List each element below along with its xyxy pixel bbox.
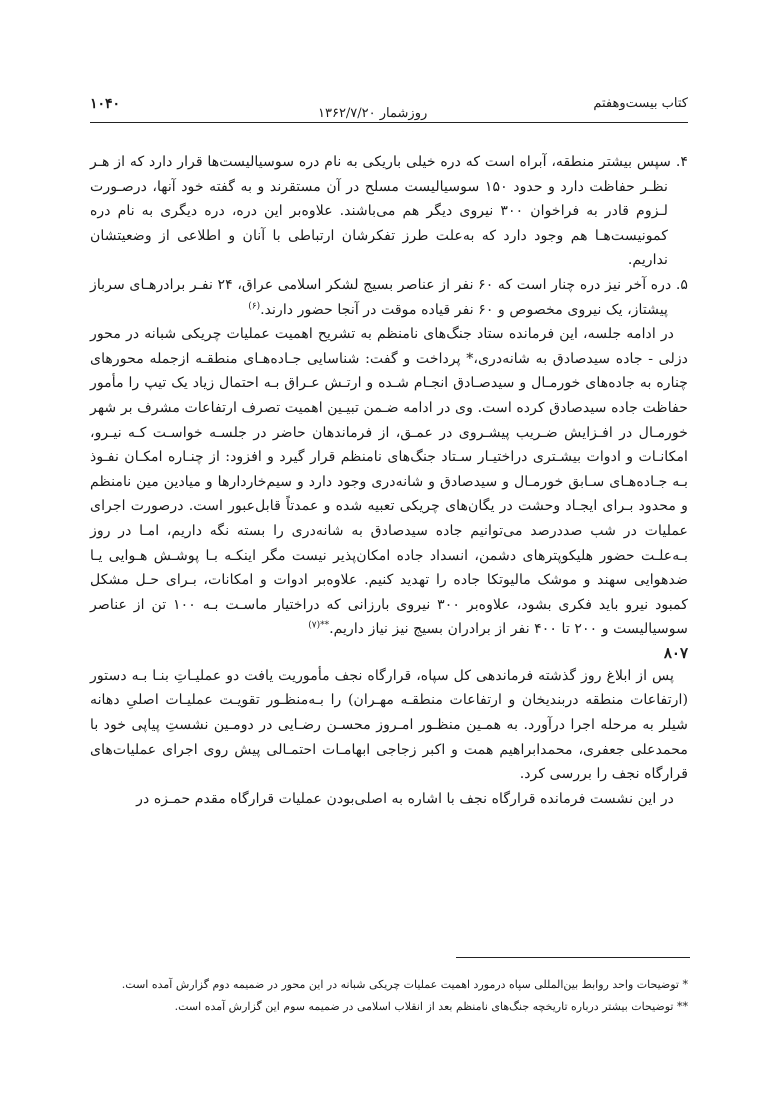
numbered-item: ۴. سپس بیشتر منطقه، آبراه است که دره خیلی باریکی به نام دره سوسیالیست‌ها قرار دارد که از هـر نظـر حفاظت دارد و حدود ۱۵۰ سوسیالیست مسلح در آن مستقرند و به گفته خود آنها، درصـورت لـزوم قادر به فراخوان ۳۰۰ نیروی دیگر هم می‌باشند. علاوه‌بر این دره، دره دیگری به نام دره کمونیست‌هـا هم وجود دارد که به‌علت طرز تفکرشان ارتباطی با آنان و اطلاعی از وضعیتشان نداریم. [90, 154, 688, 269]
paragraph: پس از ابلاغ روز گذشته فرماندهی کل سپاه، قرارگاه نجف مأموریت یافت دو عملیـاتِ بنـا بـه دستور (ارتفاعات منطقه دربندیخان و ارتفاعات منطقـه مهـران) را بـه‌منظـور تقویـت عملیـات اصلیِ دهانه شیلر به مرحله اجرا درآورد. به همـین منظـور امـروز محسـن رضـایی در دومـین نشستِ پیاپی خود با محمدعلی جعفری، محمدابراهیم همت و اکبر زجاجی ابهامـات احتمـالی پیش روی اجرای عملیات‌های قرارگاه نجف را بررسی کرد. [90, 667, 688, 783]
body-text [90, 150, 688, 811]
footnote: ** توضیحات بیشتر درباره تاریخچه جنگ‌های نامنظم بعد از انقلاب اسلامی در ضمیمه سوم این گزارش آمده است. [174, 1000, 688, 1013]
running-header [90, 92, 688, 123]
citation-ref: **(۷) [308, 620, 330, 631]
citation-ref: (۶) [248, 300, 261, 311]
numbered-item: ۵. دره آخر نیز دره چنار است که ۶۰ نفر از عناصر بسیج لشکر اسلامی عراق، ۲۴ نفـر برادرهـای سرباز پیشتاز، یک نیروی مخصوص و ۶۰ نفر قیاده موقت در آنجا حضور دارند.$^{(۶)}$ [90, 276, 688, 318]
diary-date: روزشمار ۱۳۶۲/۷/۲۰ [318, 106, 428, 121]
paragraph: در ادامه جلسه، این فرمانده ستاد جنگ‌های نامنظم به تشریح اهمیت عملیات چریکی شبانه در محور دزلی - جاده سیدصادق به شانه‌دری،* پرداخت و گفت: شناسایی جـاده‌هـای منطقـه ازجمله محورهای چناره به جاده‌های خورمـال و سیدصـادق انجـام شـده و ارتـش عـراق بـه احتمال زیاد یک تیپ را مأمور حفاظت جاده سیدصادق کرده است. وی در ادامه ضـمن تبیـین اهمیت تصرف ارتفاعات مشرف بر شهر خورمـال در افـزایش ضـریب پیشـروی در عمـق، از فرماندهان حاضر در جلسـه خواسـت کـه نیـرو، امکانـات و ادوات بیشـتری دراختیـار سـتاد جنگ‌های نامنظم قرار گیرد و افزود: از چنـاره امکـان نفـوذ بـه جـاده‌هـای سـابق خورمـال و سیدصادق و شانه‌دری وجود دارد و سیم‌خاردارها و میادین مین نامنظم و محدود بـرای ایجـاد وحشت در یگان‌های چریکی تعبیه شده و عمدتاً قابل‌عبور است. درصورت اجرای عملیات در شب صددرصد می‌توانیم جاده سیدصادق به شانه‌دری را بسته نگه داریم، امـا در روز بـه‌علـت حضور هلیکوپترهای دشمن، انسداد جاده امکان‌پذیر نیست مگر اینکـه بـا پوشـش هـوایی یـا ضدهوایی سهند و موشک مالیوتکا جاده را تهدید کنیم. علاوه‌بر ادوات و امکانات، بـرای حـل مشکل کمبود نیرو باید فکری بشود، علاوه‌بر ۳۰۰ نیروی بارزانی که دراختیار ماسـت بـه ۱۰۰ تن از عناصر سوسیالیست و ۲۰۰ تا ۴۰۰ نفر از برادران بسیج نیز نیاز داریم.$^{**(۷)}$ [90, 326, 688, 638]
footnote-divider [456, 957, 690, 958]
paragraph: در این نشست فرمانده قرارگاه نجف با اشاره به اصلی‌بودن عملیات قرارگاه مقدم حمـزه در [136, 790, 674, 807]
section-number: ۸۰۷ [663, 643, 688, 662]
page-number: ۱۰۴۰ [90, 96, 121, 112]
book-title: کتاب بیست‌وهفتم [593, 96, 688, 111]
footnote: * توضیحات واحد روابط بین‌المللی سپاه درمورد اهمیت عملیات چریکی شبانه در این محور در ضمیمه دوم گزارش آمده است. [121, 978, 688, 991]
footnotes [90, 974, 688, 1018]
